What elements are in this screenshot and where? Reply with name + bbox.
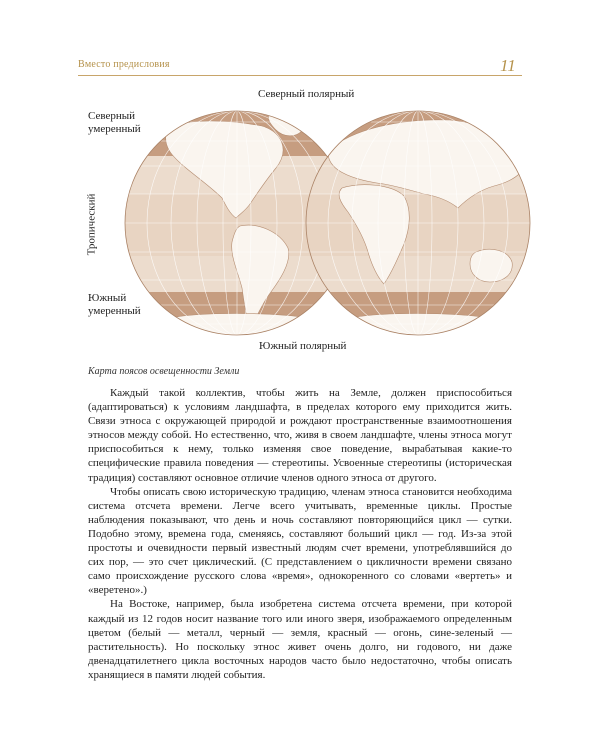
paragraph-2: Чтобы описать свою историческую традицию, членам этноса становится необходима система отсчета времени. Легче всего учитывать, временные циклы. Простые наблюдения показывают, что день и ночь составляют повторяющийся цикл — сутки. Подобно этому, времена года, сменяясь, составляют больший цикл — год. Из-за этой простоты и очевидности первый известный людям счет времени, употреблявшийся до сих пор, — это счет циклический. (С представлением о цикличности времени связано само происхождение русского слова «время», однокоренного со словами «вертеть» и «веретено».) (88, 485, 512, 597)
running-head: Вместо предисловия (78, 59, 170, 70)
label-north-temperate (88, 110, 141, 136)
label-north-temperate-line2: умеренный (88, 123, 141, 135)
label-south-polar: Южный полярный (259, 340, 347, 352)
label-south-temperate-line2: умеренный (88, 305, 141, 317)
label-tropical: Тропический (85, 193, 98, 256)
paragraph-1: Каждый такой коллектив, чтобы жить на Земле, должен приспособиться (адаптироваться) к условиям ландшафта, в пределах которого ему приходится жить. Связи этноса с окружающей природой и рождают пространственные взаимоотношения этносов между собой. Но естественно, что, живя в своем ландшафте, члены этноса могут приспособиться к нему, только изменяя свое поведение, вырабатывая какие-то специфические правила поведения — стереотипы. Усвоенные стереотипы (историческая традиция) составляют основное отличие членов одного этноса от другого. (88, 387, 512, 484)
figure-caption: Карта поясов освещенности Земли (88, 366, 240, 377)
label-south-temperate (88, 292, 141, 318)
label-south-temperate-line1: Южный (88, 292, 127, 304)
paragraph-3: На Востоке, например, была изобретена система отсчета времени, при которой каждый из 12 годов носит название того или иного зверя, изображаемого определенным цветом (белый — металл, черный — земля, красный — огонь, сине-зеленый — растительность). Но поскольку этнос живет очень долго, ни годового, ни даже двенадцатилетнего цикла восточных народов часто было недостаточно, чтобы описать хранящиеся в памяти людей события. (88, 598, 512, 681)
australia-shape (470, 249, 512, 282)
body-text (88, 386, 512, 682)
label-north-temperate-line1: Северный (88, 110, 136, 122)
page-number: 11 (500, 56, 516, 75)
label-north-polar: Северный полярный (258, 88, 355, 100)
eastern-hemisphere (300, 105, 535, 345)
